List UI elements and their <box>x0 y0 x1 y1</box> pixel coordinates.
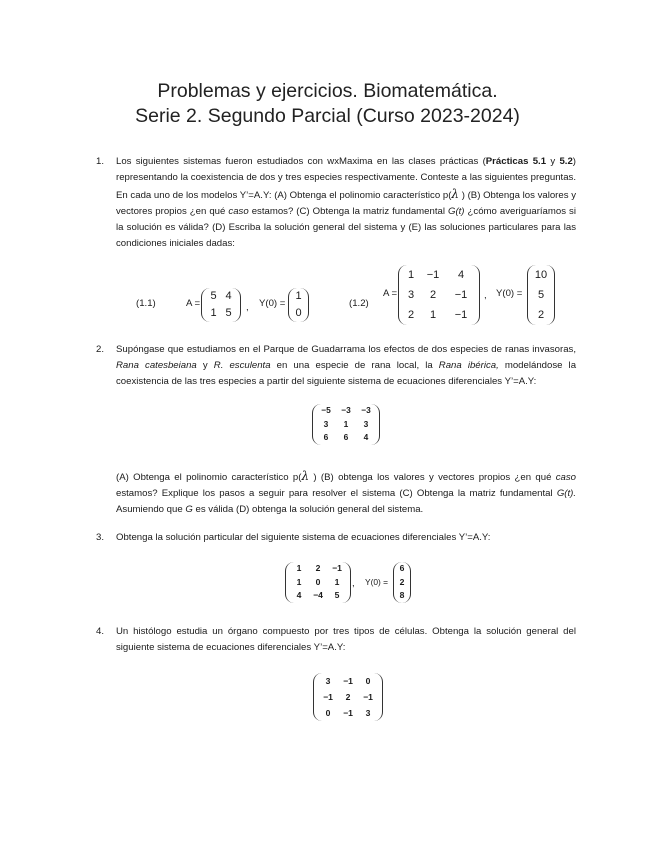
matrix-entry: 1 <box>343 418 349 429</box>
page-title-line-1: Problemas y ejercicios. Biomatemática. <box>157 80 498 102</box>
problem-3-text: Obtenga la solución particular del siguiente sistema de ecuaciones diferenciales Y’=A.Y: <box>116 532 491 543</box>
problem-2-text: Supóngase que estudiamos en el Parque de Guadarrama los efectos de dos especies de ranas invasoras, Rana catesbeiana y R. esculenta en una especie de rana local, la Rana ibérica, modelándose la coexistencia de las tres especies a partir del siguiente sistema de ecuaciones diferenciales Y’=A.Y: <box>116 344 577 387</box>
matrix-a-1-1 <box>201 288 241 322</box>
problem-number: 2. <box>96 344 105 355</box>
matrix-entry: −5 <box>321 405 331 415</box>
initial-condition-label: Y(0) = <box>365 577 389 587</box>
initial-condition-label: Y(0) = <box>259 298 286 309</box>
matrix-entry: 1 <box>296 563 302 573</box>
lambda-symbol: λ <box>451 187 460 201</box>
matrix-entry: 8 <box>399 590 405 600</box>
matrix-entry: 0 <box>295 307 302 319</box>
problem-2 <box>96 342 576 390</box>
matrix-entry: 3 <box>325 676 331 686</box>
matrix-entry: 1 <box>407 269 415 281</box>
problem-3 <box>96 530 576 546</box>
matrix-entry: 3 <box>407 289 415 301</box>
matrix-entry: −3 <box>341 405 351 415</box>
matrix-a-2 <box>312 404 380 445</box>
separator: , <box>484 290 487 301</box>
matrix-entry: −1 <box>343 676 353 686</box>
problem-2-questions <box>96 468 576 518</box>
problem-4 <box>96 624 576 656</box>
matrix-entry: −1 <box>426 269 440 281</box>
matrix-entry: 6 <box>323 432 329 442</box>
separator: , <box>352 578 355 589</box>
matrix-entry: −1 <box>454 289 468 301</box>
matrix-a-3 <box>285 562 351 603</box>
matrix-entry: 6 <box>399 563 405 573</box>
page-title-line-2: Serie 2. Segundo Parcial (Curso 2023-2024) <box>135 105 520 127</box>
matrix-a-1-2 <box>398 265 480 325</box>
matrix-entry: 4 <box>363 432 369 442</box>
matrix-entry: −3 <box>361 405 371 415</box>
problem-4-text: Un histólogo estudia un órgano compuesto por tres tipos de células. Obtenga la solución general del siguiente sistema de ecuaciones diferenciales Y’=A.Y: <box>116 626 576 653</box>
problem-number: 1. <box>96 156 105 167</box>
separator: , <box>246 302 249 313</box>
matrix-a-label: A = <box>186 298 201 309</box>
matrix-a-label: A = <box>383 288 398 299</box>
system-label: (1.1) <box>136 298 156 309</box>
matrix-entry: 5 <box>210 290 217 302</box>
matrix-entry: 3 <box>363 418 369 429</box>
matrix-entry: 2 <box>407 309 415 321</box>
matrix-entry: −1 <box>363 692 373 702</box>
matrix-entry: −1 <box>454 309 468 321</box>
system-label: (1.2) <box>349 298 369 309</box>
matrix-entry: 4 <box>296 590 302 600</box>
matrix-entry: 0 <box>325 708 331 718</box>
matrix-entry: 2 <box>537 309 545 321</box>
matrix-entry: 3 <box>365 708 371 718</box>
problem-1 <box>96 154 576 252</box>
matrix-entry: 5 <box>225 307 232 319</box>
matrix-entry: 2 <box>429 289 437 301</box>
matrix-entry: 2 <box>345 692 351 702</box>
matrix-entry: 10 <box>534 269 548 281</box>
matrix-entry: 5 <box>537 289 545 301</box>
matrix-entry: 5 <box>334 590 340 600</box>
problem-number: 4. <box>96 626 105 637</box>
matrix-entry: 0 <box>315 576 321 587</box>
matrix-entry: 1 <box>210 307 217 319</box>
vector-y0-3 <box>393 562 411 603</box>
matrix-entry: −1 <box>332 563 342 573</box>
matrix-entry: 2 <box>315 563 321 573</box>
matrix-entry: −1 <box>343 708 353 718</box>
matrix-entry: 4 <box>225 290 232 302</box>
vector-y0-1-1 <box>288 288 309 322</box>
initial-condition-label: Y(0) = <box>496 288 523 299</box>
matrix-entry: 1 <box>295 290 302 302</box>
matrix-entry: 1 <box>334 576 340 587</box>
matrix-a-4 <box>313 673 383 721</box>
matrix-entry: 2 <box>399 576 405 587</box>
matrix-entry: −1 <box>323 692 333 702</box>
matrix-entry: 6 <box>343 432 349 442</box>
matrix-entry: 1 <box>296 576 302 587</box>
matrix-entry: 0 <box>365 676 371 686</box>
problem-1-text: Los siguientes sistemas fueron estudiados con wxMaxima en las clases prácticas (Prácticas 5.1 y 5.2) representando la coexistencia de dos y tres especies respectivamente. Conteste a las siguientes preguntas. En cada uno de los modelos Y’=A.Y: (A) Obtenga el polinomio característico p(λ ) (B) Obtenga los valores y vectores propios ¿en qué caso estamos? (C) Obtenga la matriz fundamental G(t) ¿cómo averiguaríamos si la solución es válida? (D) Escriba la solución general del sistema y (E) las soluciones particulares para las condiciones iniciales dadas: <box>116 156 576 249</box>
problem-number: 3. <box>96 532 105 543</box>
vector-y0-1-2 <box>527 265 555 325</box>
matrix-entry: −4 <box>313 590 323 600</box>
matrix-entry: 4 <box>457 269 465 281</box>
problem-2-questions-text: (A) Obtenga el polinomio característico p(λ ) (B) obtenga los valores y vectores propios ¿en qué caso estamos? Explique los pasos a seguir para resolver el sistema (C) Obtenga la matriz fundamental G(t). Asumiendo que G es válida (D) obtenga la solución general del sistema. <box>116 469 577 515</box>
matrix-entry: 1 <box>429 309 437 321</box>
lambda-symbol: λ <box>301 469 310 483</box>
matrix-entry: 3 <box>323 418 329 429</box>
